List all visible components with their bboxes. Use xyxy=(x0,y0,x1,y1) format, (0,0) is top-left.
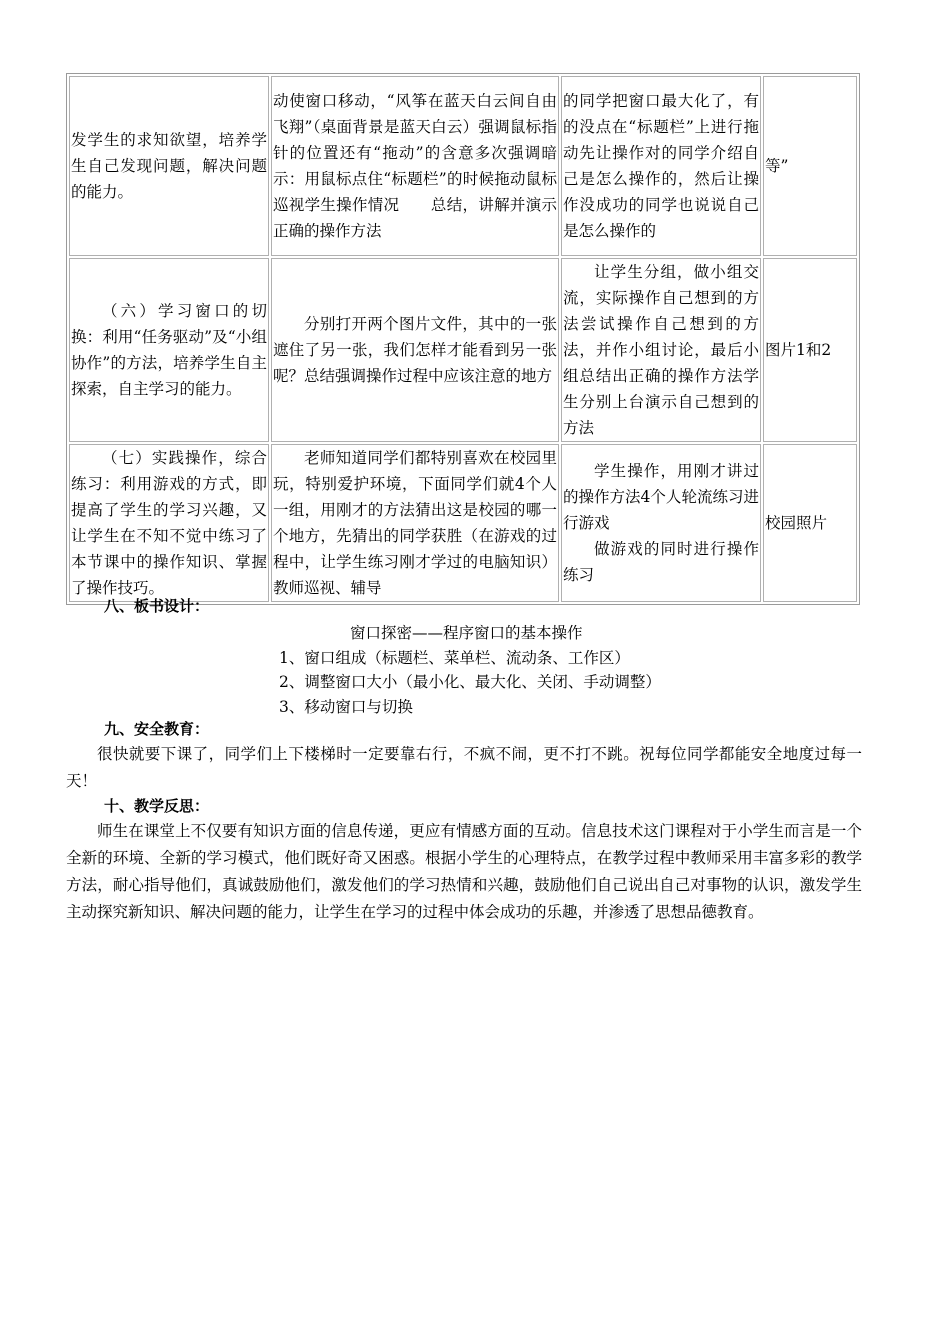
board-item: 3、移动窗口与切换 xyxy=(279,698,413,716)
board-design-heading: 八、板书设计： xyxy=(104,597,210,615)
board-item: 2、调整窗口大小（最小化、最大化、关闭、手动调整） xyxy=(279,673,661,691)
reflection-text: 师生在课堂上不仅要有知识方面的信息传递，更应有情感方面的互动。信息技术这门课程对于小学生而言是一个全新的环境、全新的学习模式，他们既好奇又困惑。根据小学生的心理特点，在教学过程中教师采用丰富多彩的教学方法，耐心指导他们，真诚鼓励他们，激发他们的学习热情和兴趣，鼓励他们自己说出自己对事物的认识，激发学生主动探究新知识、解决问题的能力，让学生在学习的过程中体会成功的乐趣，并渗透了思想品德教育。 xyxy=(66,822,862,921)
student-activity-text: 学生操作，用刚才讲过的操作方法4个人轮流练习进行游戏 xyxy=(563,462,759,532)
media-cell: 图片1和2 xyxy=(763,258,857,442)
table-row xyxy=(69,258,857,442)
table-row xyxy=(69,76,857,256)
media-cell: 校园照片 xyxy=(763,444,857,602)
lesson-process-table xyxy=(66,73,860,605)
board-title: 窗口探密——程序窗口的基本操作 xyxy=(350,624,583,642)
goal-cell: 发学生的求知欲望，培养学生自己发现问题，解决问题的能力。 xyxy=(69,76,269,256)
safety-heading: 九、安全教育： xyxy=(104,720,210,738)
table-row xyxy=(69,444,857,602)
board-item: 1、窗口组成（标题栏、菜单栏、流动条、工作区） xyxy=(279,649,630,667)
student-activity-cell: 的同学把窗口最大化了，有的没点在“标题栏”上进行拖动先让操作对的同学介绍自己是怎么操作的，然后让操作没成功的同学也说说自己是怎么操作的 xyxy=(561,76,761,256)
student-activity-text: 做游戏的同时进行操作练习 xyxy=(563,540,759,584)
teacher-activity-cell: 老师知道同学们都特别喜欢在校园里玩，特别爱护环境，下面同学们就4个人一组，用刚才的方法猜出这是校园的哪一个地方，先猜出的同学获胜（在游戏的过程中，让学生练习刚才学过的电脑知识）教师巡视、辅导 xyxy=(271,444,559,602)
teacher-activity-cell: 分别打开两个图片文件，其中的一张遮住了另一张，我们怎样才能看到另一张呢？总结强调操作过程中应该注意的地方 xyxy=(271,258,559,442)
student-activity-cell: 让学生分组，做小组交流，实际操作自己想到的方法尝试操作自己想到的方法，并作小组讨论，最后小组总结出正确的操作方法学生分别上台演示自己想到的方法 xyxy=(561,258,761,442)
goal-cell: （六）学习窗口的切换：利用“任务驱动”及“小组协作”的方法，培养学生自主探索，自主学习的能力。 xyxy=(69,258,269,442)
student-activity-cell xyxy=(561,444,761,602)
goal-cell: （七）实践操作，综合练习：利用游戏的方式，即提高了学生的学习兴趣，又让学生在不知不觉中练习了本节课中的操作知识、掌握了操作技巧。 xyxy=(69,444,269,602)
reflection-heading: 十、教学反思： xyxy=(104,797,210,815)
teacher-activity-cell: 动使窗口移动，“风筝在蓝天白云间自由飞翔”（桌面背景是蓝天白云）强调鼠标指针的位置还有“拖动”的含意多次强调暗示：用鼠标点住“标题栏”的时候拖动鼠标巡视学生操作情况 总结，讲解并演示正确的操作方法 xyxy=(271,76,559,256)
safety-text: 很快就要下课了，同学们上下楼梯时一定要靠右行，不疯不闹，更不打不跳。祝每位同学都能安全地度过每一天！ xyxy=(66,745,862,790)
media-cell: 等” xyxy=(763,76,857,256)
